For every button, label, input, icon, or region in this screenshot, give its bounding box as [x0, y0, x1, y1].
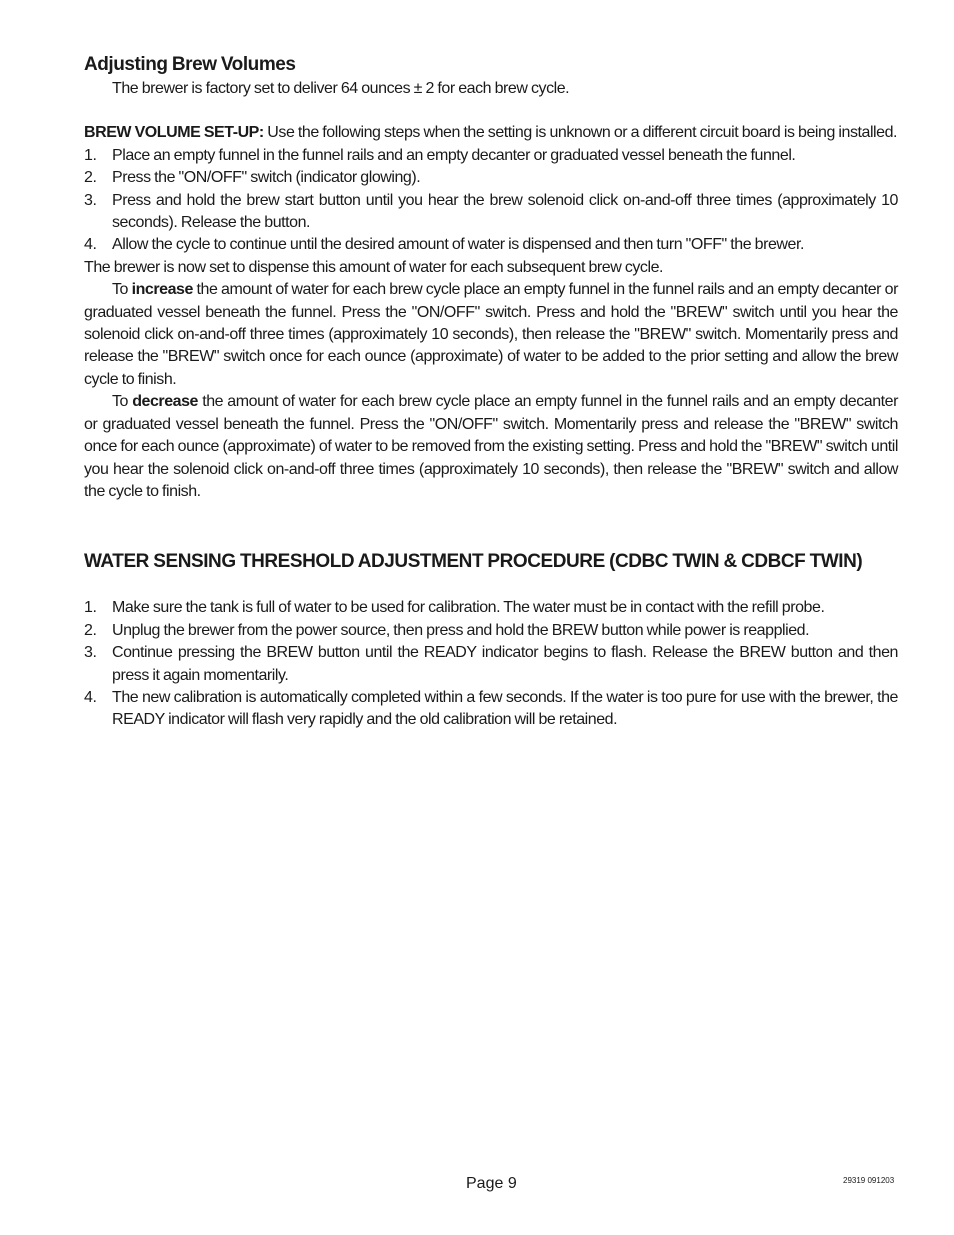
list-item [84, 642, 898, 687]
list-item [84, 145, 898, 167]
step-number: 2. [84, 169, 97, 187]
step-text: Unplug the brewer from the power source, then press and hold the BREW button while power is reapplied. [112, 621, 810, 639]
calibration-steps-list [84, 597, 898, 731]
list-item [84, 597, 898, 619]
after-steps-note: The brewer is now set to dispense this amount of water for each subsequent brew cycle. [84, 258, 664, 276]
setup-steps-list [84, 145, 898, 257]
step-text: Make sure the tank is full of water to be used for calibration. The water must be in contact with the refill probe. [112, 599, 825, 617]
list-item [84, 687, 898, 732]
factory-setting-note: The brewer is factory set to deliver 64 ounces ± 2 for each brew cycle. [112, 80, 570, 97]
decrease-text: the amount of water for each brew cycle place an empty funnel in the funnel rails and an empty decanter or graduated vessel beneath the funnel. Press the "ON/OFF" switch. Momentarily press and release the "BREW" switch once for each ounce (approximate) of water to be removed from the existing setting. Press and hold the "BREW" switch until you hear the solenoid click on-and-off three times (approximately 10 seconds), then release the "BREW" switch and allow the cycle to finish. [84, 393, 898, 500]
step-text: The new calibration is automatically completed within a few seconds. If the water is too pure for use with the brewer, the READY indicator will flash very rapidly and the old calibration will be retained. [112, 688, 898, 729]
increase-prefix: To [112, 281, 132, 299]
increase-keyword: increase [131, 281, 193, 299]
brew-volume-setup-paragraph [84, 122, 898, 144]
step-number: 1. [84, 146, 97, 164]
document-code: 29319 091203 [843, 1176, 895, 1185]
step-number: 3. [84, 644, 97, 662]
decrease-keyword: decrease [132, 393, 198, 411]
step-text: Continue pressing the BREW button until the READY indicator begins to flash. Release the BREW button and then press it again momentarily. [112, 644, 898, 684]
list-item [84, 167, 898, 189]
increase-paragraph [84, 279, 898, 391]
step-text: Allow the cycle to continue until the desired amount of water is dispensed and then turn "OFF" the brewer. [112, 236, 804, 254]
page-number: Page 9 [466, 1175, 517, 1192]
setup-label: BREW VOLUME SET-UP: [84, 124, 264, 142]
decrease-prefix: To [112, 393, 133, 411]
step-number: 2. [84, 621, 97, 639]
section-title-adjusting-brew-volumes: Adjusting Brew Volumes [84, 54, 296, 75]
step-text: Press the "ON/OFF" switch (indicator glowing). [112, 169, 421, 187]
step-number: 3. [84, 191, 97, 209]
step-text: Press and hold the brew start button until you hear the brew solenoid click on-and-off three times (approximately 10 seconds). Release the button. [112, 191, 898, 232]
step-number: 4. [84, 688, 97, 706]
decrease-paragraph [84, 391, 898, 503]
list-item [84, 234, 898, 256]
document-page [84, 52, 898, 732]
list-item [84, 190, 898, 235]
step-text: Place an empty funnel in the funnel rails and an empty decanter or graduated vessel beneath the funnel. [112, 146, 796, 164]
step-number: 1. [84, 599, 97, 617]
list-item [84, 620, 898, 642]
setup-text: Use the following steps when the setting is unknown or a different circuit board is being installed. [263, 124, 898, 142]
section-title-water-sensing: WATER SENSING THRESHOLD ADJUSTMENT PROCEDURE (CDBC TWIN & CDBCF TWIN) [84, 551, 863, 573]
increase-text: the amount of water for each brew cycle place an empty funnel in the funnel rails and an empty decanter or graduated vessel beneath the funnel. Press the "ON/OFF" switch. Press and hold the "BREW" switch until you hear the solenoid click on-and-off three times (approximately 10 seconds), then release the "BREW" switch. Momentarily press and release the "BREW" switch once for each ounce (approximate) of water to be added to the prior setting and allow the brew cycle to finish. [84, 281, 898, 388]
step-number: 4. [84, 236, 97, 254]
